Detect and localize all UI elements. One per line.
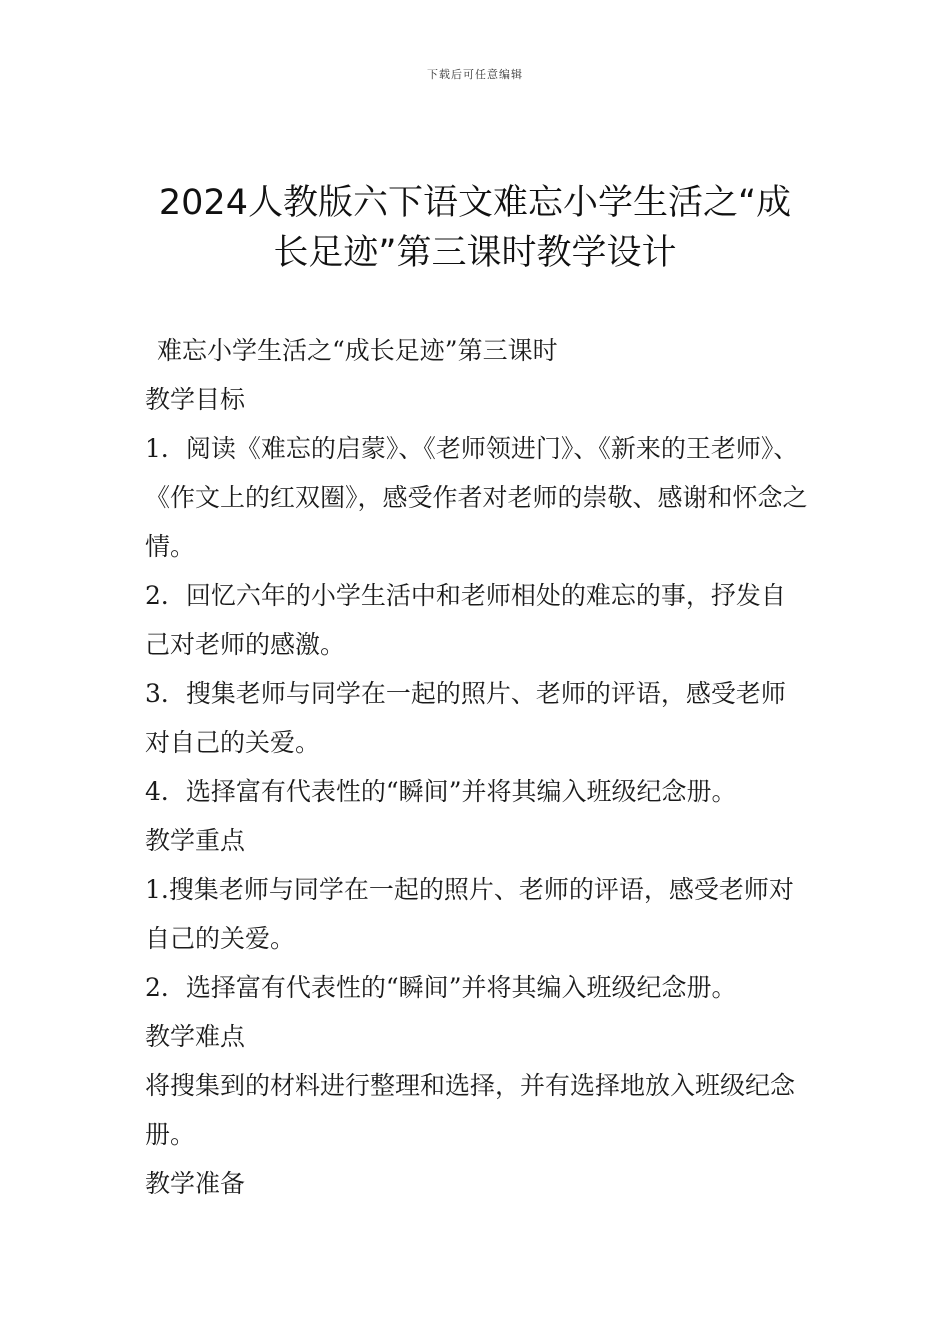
section-heading-preparation: 教学准备 <box>145 1169 246 1198</box>
lesson-subtitle: 难忘小学生活之“成长足迹”第三课时 <box>157 336 558 365</box>
difficulty-item: 将搜集到的材料进行整理和选择，并有选择地放入班级纪念册。 <box>145 1071 796 1149</box>
objective-item-1: 1．阅读《难忘的启蒙》、《老师领进门》、《新来的王老师》、《作文上的红双圈》，感受作者对老师的崇敬、感谢和怀念之情。 <box>145 434 808 561</box>
document-body <box>145 326 810 1208</box>
objective-item-2: 2．回忆六年的小学生活中和老师相处的难忘的事，抒发自己对老师的感激。 <box>145 581 786 659</box>
objective-item-3: 3．搜集老师与同学在一起的照片、老师的评语，感受老师对自己的关爱。 <box>145 679 786 757</box>
key-point-item-2: 2．选择富有代表性的“瞬间”并将其编入班级纪念册。 <box>145 973 737 1002</box>
section-heading-key-points: 教学重点 <box>145 826 246 855</box>
title-line-1: 2024人教版六下语文难忘小学生活之“成 <box>158 183 792 223</box>
key-point-item-1: 1.搜集老师与同学在一起的照片、老师的评语，感受老师对自己的关爱。 <box>145 875 794 953</box>
page-header-note: 下载后可任意编辑 <box>427 68 523 81</box>
section-heading-difficulties: 教学难点 <box>145 1022 246 1051</box>
document-title <box>120 178 830 278</box>
title-line-2: 长足迹”第三课时教学设计 <box>273 233 677 273</box>
objective-item-4: 4．选择富有代表性的“瞬间”并将其编入班级纪念册。 <box>145 777 737 806</box>
section-heading-objectives: 教学目标 <box>145 385 246 414</box>
